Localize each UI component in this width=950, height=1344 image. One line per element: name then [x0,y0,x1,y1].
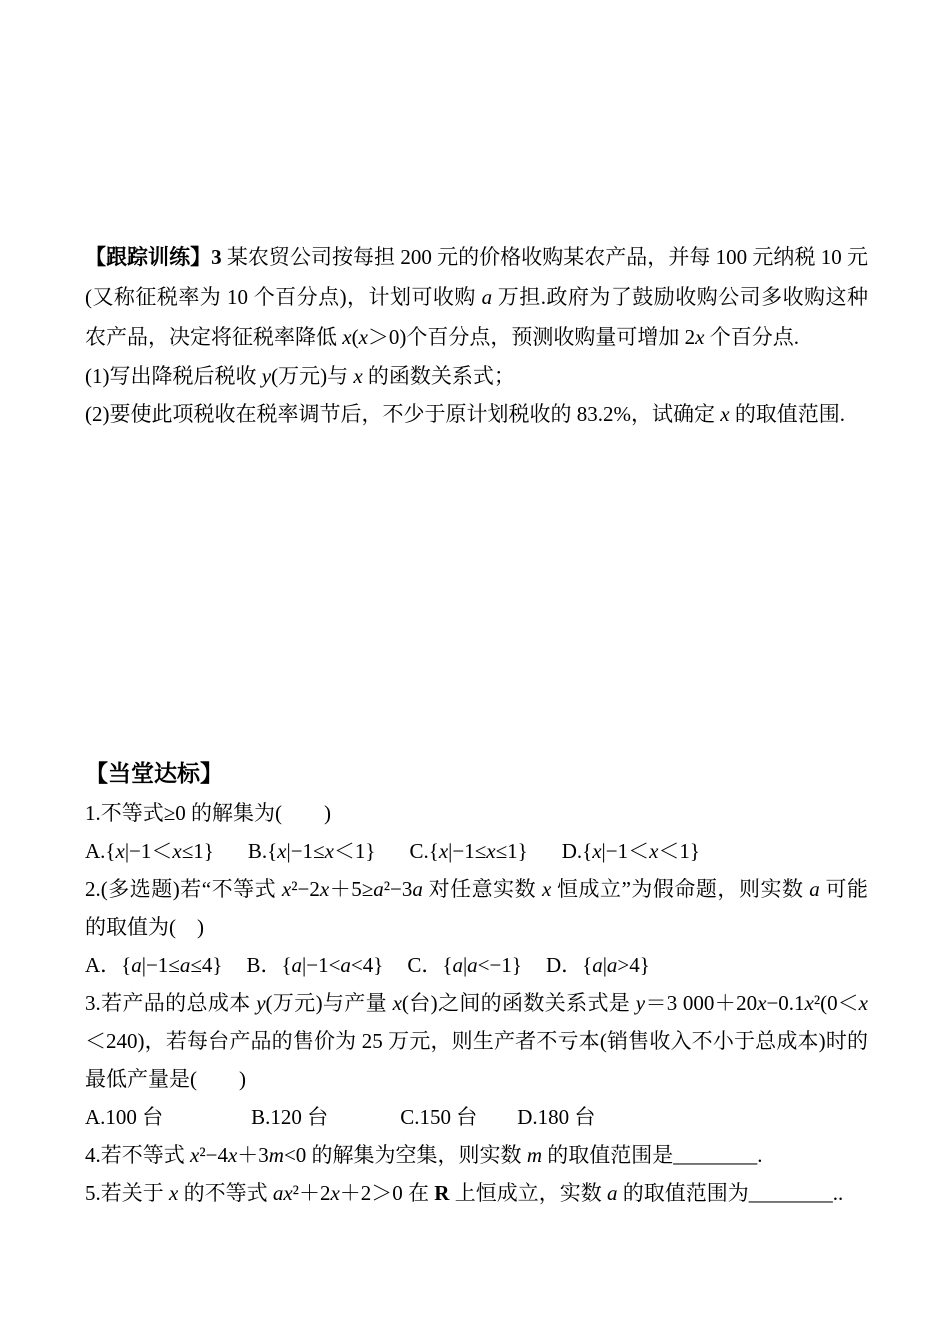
question-2-option-b: B．{a|−1<a<4} [246,953,384,977]
question-3-stem: 3.若产品的总成本 y(万元)与产量 x(台)之间的函数关系式是 y＝3 000＋20x−0.1x²(0＜x＜240)，若每台产品的售价为 25 万元，则生产者不亏本(销售收入不小于总成本)时的最低产量是( ) [85,991,868,1091]
question-1-options [85,832,868,870]
class-assessment-header: 【当堂达标】 [85,761,223,786]
question-1-stem: 1.不等式≥0 的解集为( ) [85,801,332,825]
class-assessment-section [85,754,868,1212]
question-3-option-d: D.180 台 [517,1105,596,1129]
blank-workspace [85,433,868,754]
tracking-sub-question-2: (2)要使此项税收在税率调节后，不少于原计划税收的 83.2%，试确定 x 的取值范围. [85,402,846,426]
question-1-option-a: A.{x|−1＜x≤1} [85,839,214,863]
question-1-option-c: C.{x|−1≤x≤1} [409,839,528,863]
question-2-option-a: A．{a|−1≤a≤4} [85,953,223,977]
question-3-options [85,1098,868,1136]
tracking-sub-question-1: (1)写出降税后税收 y(万元)与 x 的函数关系式； [85,364,515,388]
question-5-stem: 5.若关于 x 的不等式 ax²＋2x＋2＞0 在 R 上恒成立，实数 a 的取值范围为________.. [85,1181,844,1205]
question-2-option-d: D．{a|a>4} [545,953,650,977]
question-1-option-d: D.{x|−1＜x＜1} [561,839,700,863]
question-1-option-b: B.{x|−1≤x＜1} [247,839,376,863]
tracking-exercise-section [85,237,868,433]
tracking-exercise-problem [85,237,868,357]
question-2-option-c: C．{a|a<−1} [407,953,522,977]
tracking-exercise-body: 某农贸公司按每担 200 元的价格收购某农产品，并每 100 元纳税 10 元(又称征税率为 10 个百分点)，计划可收购 a 万担.政府为了鼓励收购公司多收购这种农产品，决定将征税率降低 x(x＞0)个百分点，预测收购量可增加 2x 个百分点. [85,245,869,349]
question-2-options [85,946,868,984]
question-4-stem: 4.若不等式 x²−4x＋3m<0 的解集为空集，则实数 m 的取值范围是________. [85,1143,763,1167]
question-3-option-b: B.120 台 [251,1105,329,1129]
tracking-exercise-label: 【跟踪训练】3 [85,245,222,269]
question-3-option-c: C.150 台 [400,1105,478,1129]
question-2-stem: 2.(多选题)若“不等式 x²−2x＋5≥a²−3a 对任意实数 x 恒成立”为假命题，则实数 a 可能的取值为( ) [85,877,869,939]
question-3-option-a: A.100 台 [85,1105,164,1129]
